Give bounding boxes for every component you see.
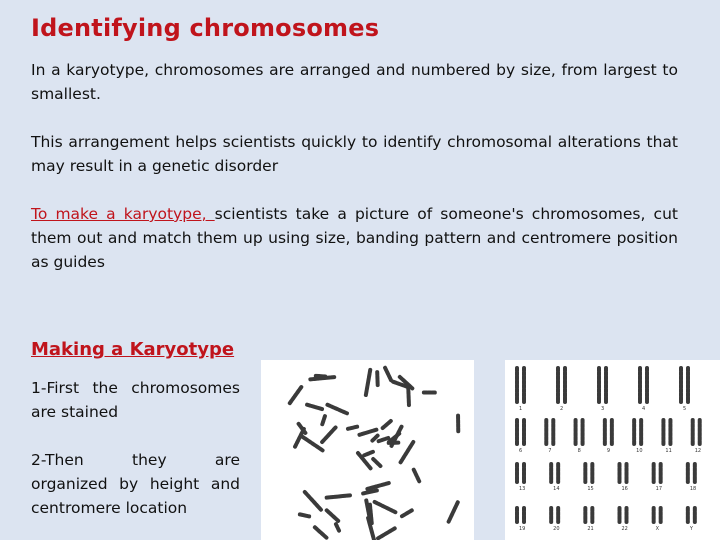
karyotype-number-label: 17 bbox=[655, 486, 663, 492]
chromosome-mark bbox=[385, 368, 391, 380]
step-2-line-1: 2-Then they are bbox=[31, 451, 240, 469]
karyotype-number-label: 3 bbox=[601, 406, 605, 412]
chromosome-mark bbox=[383, 421, 391, 428]
karyotype-number-label: 21 bbox=[587, 526, 594, 532]
chromosome-mark bbox=[366, 370, 370, 395]
chromosome-mark bbox=[316, 376, 325, 377]
karyotype-chart-icon bbox=[505, 360, 720, 540]
chromosome-mark bbox=[348, 427, 357, 429]
karyotype-number-label: 8 bbox=[577, 448, 581, 454]
chromosome-mark bbox=[322, 416, 325, 424]
karyotype-number-label: 2 bbox=[560, 406, 564, 412]
chromosome-mark bbox=[401, 510, 411, 516]
chromosome-mark bbox=[327, 495, 350, 497]
karyotype-number-label: 6 bbox=[519, 448, 523, 454]
chromosome-mark bbox=[315, 527, 327, 538]
karyotype-number-label: Y bbox=[689, 526, 693, 532]
chromosome-mark bbox=[300, 514, 309, 516]
karyotype-number-label: 11 bbox=[665, 448, 672, 454]
chromosome-mark bbox=[305, 492, 321, 510]
karyotype-number-label: 10 bbox=[636, 448, 643, 454]
chromosome-mark bbox=[400, 442, 413, 463]
karyotype-number-label: 4 bbox=[642, 406, 646, 412]
karyotype-number-label: 16 bbox=[621, 486, 628, 492]
karyotype-chart-image bbox=[505, 360, 720, 540]
step-2-line-2: organized by height and centromere location bbox=[31, 475, 240, 517]
karyotype-number-label: 14 bbox=[553, 486, 560, 492]
chromosome-mark bbox=[322, 427, 336, 442]
chromosome-mark bbox=[378, 528, 395, 538]
karyotype-number-label: 20 bbox=[553, 526, 560, 532]
karyotype-number-label: 15 bbox=[587, 486, 594, 492]
chromosome-mark bbox=[375, 502, 396, 512]
chromosome-mark bbox=[364, 452, 373, 455]
karyotype-number-label: 1 bbox=[519, 406, 523, 412]
chromosome-mark bbox=[449, 502, 458, 521]
chromosome-mark bbox=[367, 483, 388, 489]
chromosome-mark bbox=[336, 524, 339, 531]
chromosome-mark bbox=[307, 405, 322, 410]
make-karyotype-text: scientists take a picture of someone's chromosomes, cut them out and match them up using size, banding pattern and centromere position as guides bbox=[31, 205, 678, 271]
chromosome-mark bbox=[363, 490, 377, 493]
chromosome-mark bbox=[373, 459, 380, 466]
paragraph-make-karyotype bbox=[31, 202, 678, 274]
chromosome-mark bbox=[289, 387, 301, 404]
karyotype-number-label: 9 bbox=[606, 448, 611, 454]
karyotype-number-label: 12 bbox=[694, 448, 702, 454]
chromosome-mark bbox=[327, 405, 347, 414]
karyotype-number-label: 7 bbox=[548, 448, 552, 454]
paragraph-identify-alterations: This arrangement helps scientists quickly to identify chromosomal alterations that may result in a genetic disorder bbox=[31, 133, 678, 175]
chromosome-mark bbox=[327, 510, 339, 521]
chromosome-mark bbox=[372, 436, 378, 442]
chromosome-spread-icon bbox=[261, 360, 474, 540]
section-heading-making-karyotype[interactable]: Making a Karyotype bbox=[31, 339, 235, 360]
chromosome-mark bbox=[302, 436, 323, 450]
karyotype-number-label: 19 bbox=[519, 526, 526, 532]
karyotype-number-label: 5 bbox=[683, 406, 687, 412]
make-karyotype-link[interactable]: To make a karyotype, bbox=[31, 205, 215, 223]
chromosome-mark bbox=[379, 438, 389, 441]
karyotype-number-label: X bbox=[655, 526, 660, 532]
step-1-text: 1-First the chromosomes are stained bbox=[31, 379, 240, 421]
paragraph-karyotype-definition: In a karyotype, chromosomes are arranged and numbered by size, from largest to smallest. bbox=[31, 61, 678, 103]
page-title: Identifying chromosomes bbox=[31, 14, 380, 42]
karyotype-number-label: 18 bbox=[689, 486, 697, 492]
karyotype-number-label: 13 bbox=[519, 486, 526, 492]
chromosome-mark bbox=[359, 430, 376, 435]
chromosome-mark bbox=[408, 387, 409, 405]
chromosome-spread-image bbox=[261, 360, 474, 540]
karyotype-number-label: 22 bbox=[621, 526, 628, 532]
chromosome-mark bbox=[414, 470, 419, 482]
